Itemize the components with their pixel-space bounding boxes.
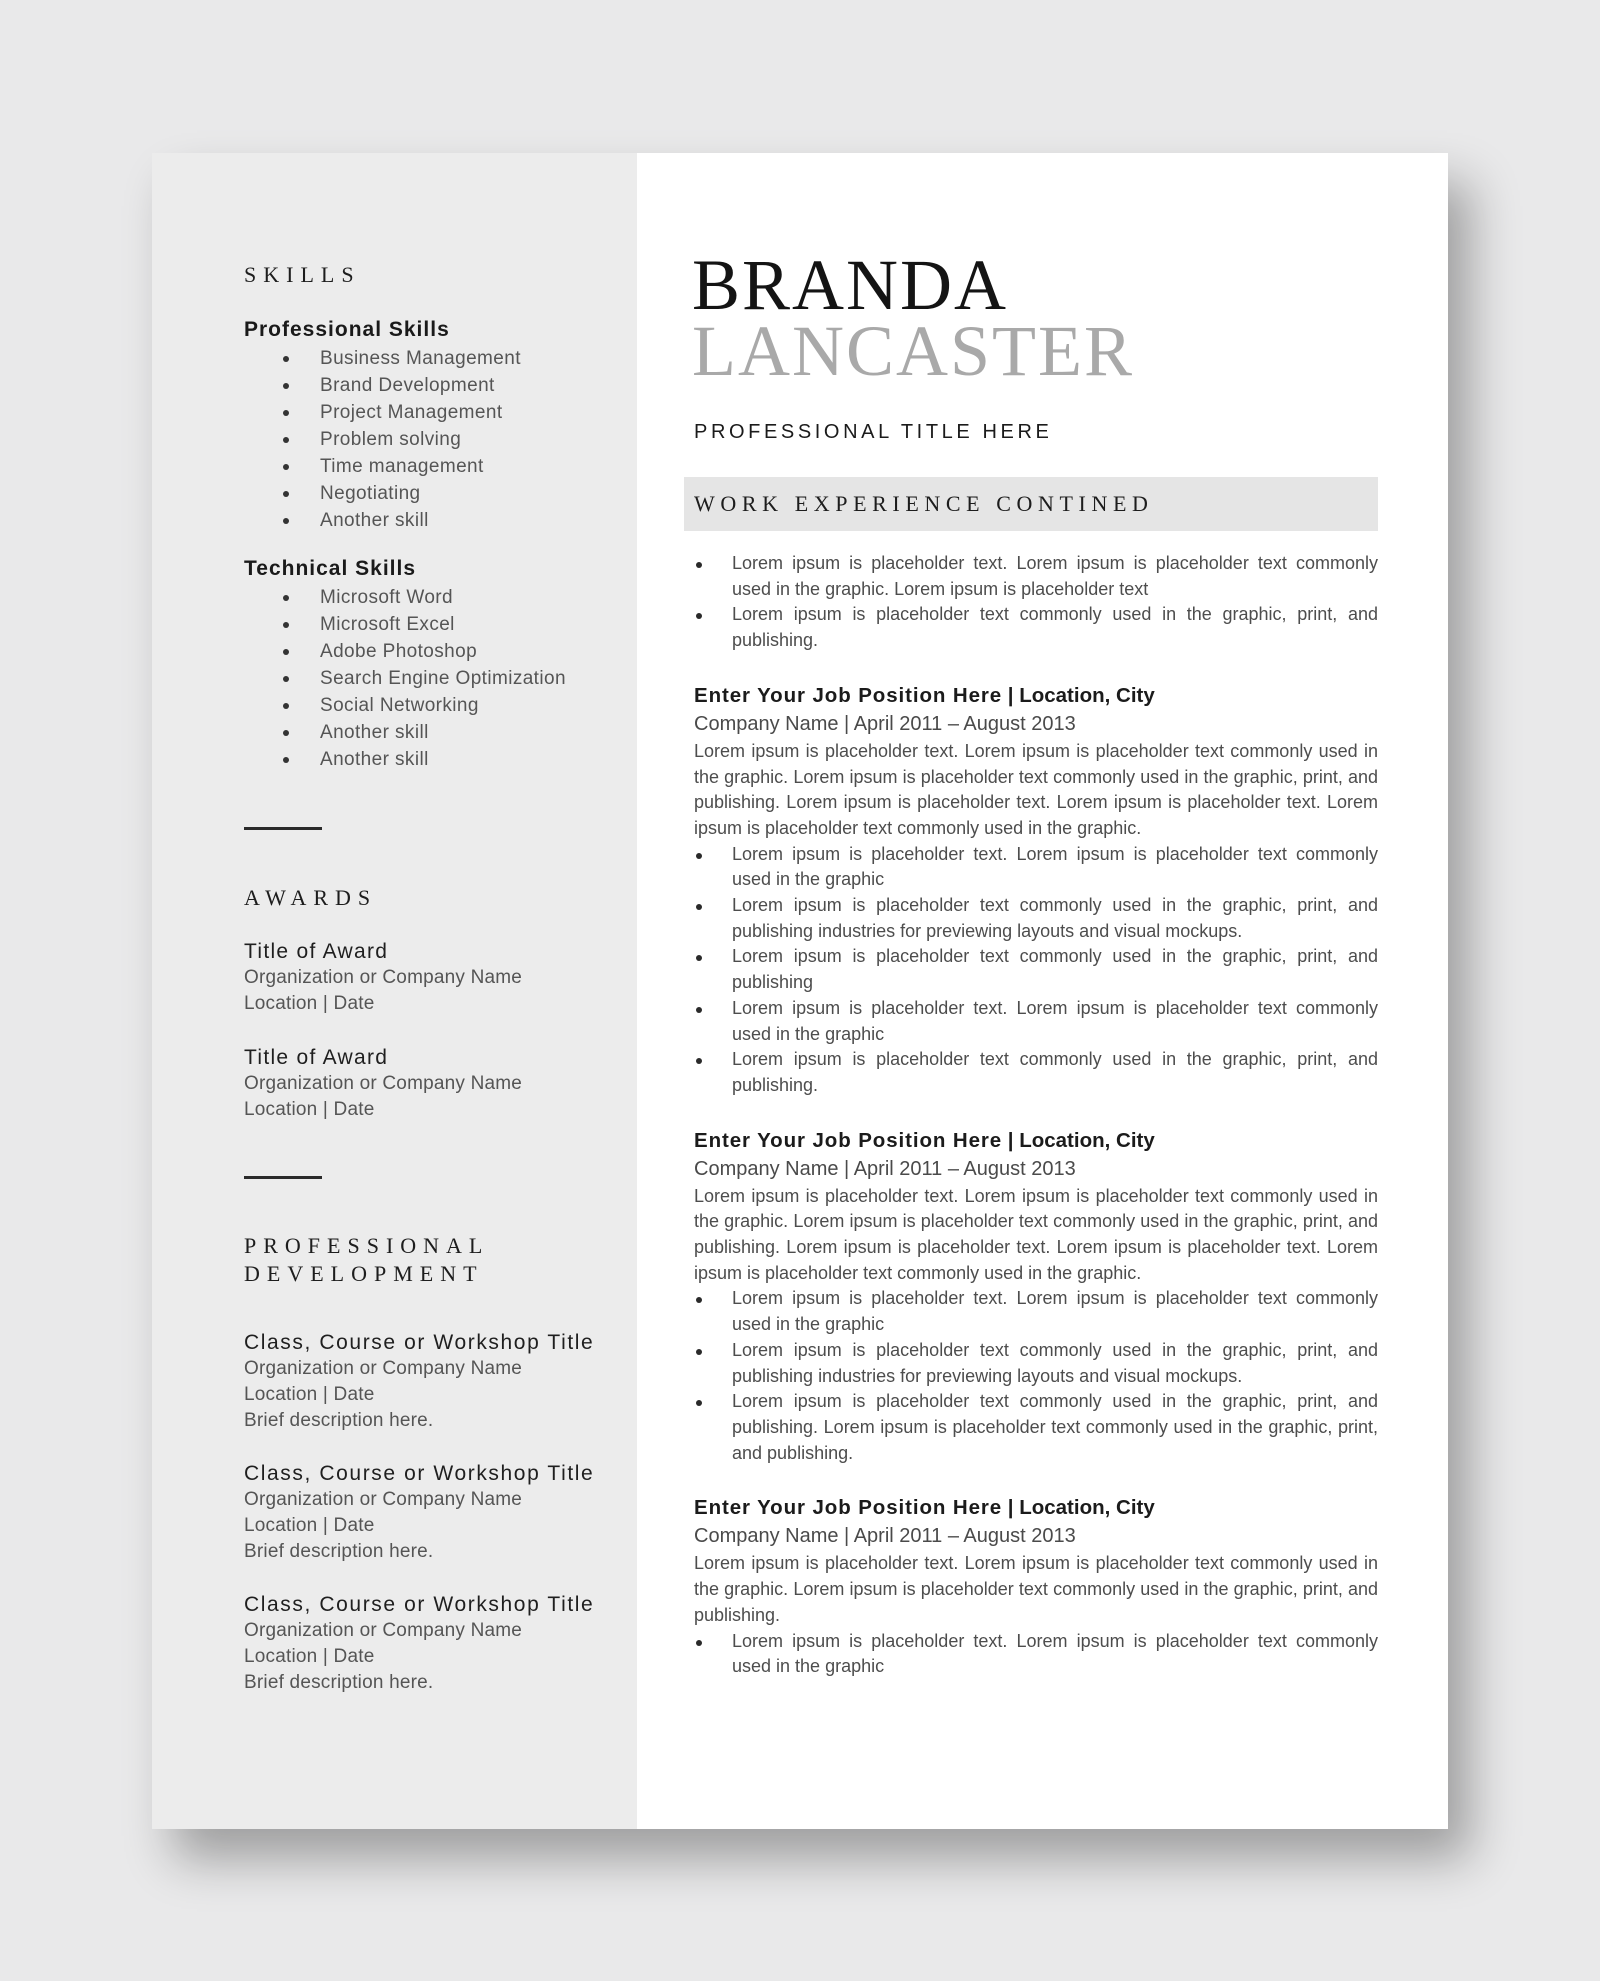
resume-sidebar [152, 153, 637, 1829]
course-title: Class, Course or Workshop Title [244, 1331, 595, 1354]
list-item: Lorem ipsum is placeholder text. Lorem ipsum is placeholder text commonly used in the graphic [694, 1629, 1378, 1680]
job-company-dates: Company Name | April 2011 – August 2013 [694, 1157, 1076, 1180]
list-item: Lorem ipsum is placeholder text. Lorem ipsum is placeholder text commonly used in the graphic [694, 842, 1378, 893]
technical-skills-heading: Technical Skills [244, 557, 417, 580]
job-entry [694, 1127, 1378, 1467]
course-title: Class, Course or Workshop Title [244, 1593, 595, 1616]
job-location: | Location, City [1002, 1496, 1155, 1520]
course-entry [244, 1592, 624, 1696]
list-item: Lorem ipsum is placeholder text. Lorem ipsum is placeholder text commonly used in the graphic [694, 1286, 1378, 1337]
award-location-date: Location | Date [244, 993, 375, 1014]
professional-skills-list [244, 345, 624, 534]
course-organization: Organization or Company Name [244, 1489, 523, 1510]
job-heading [694, 682, 1378, 710]
job-heading [694, 1127, 1378, 1155]
list-item: Lorem ipsum is placeholder text. Lorem ipsum is placeholder text commonly used in the graphic. Lorem ipsum is placeholder text [694, 551, 1378, 602]
job-bullets [694, 842, 1378, 1099]
award-title: Title of Award [244, 940, 389, 963]
list-item: Lorem ipsum is placeholder text. Lorem ipsum is placeholder text commonly used in the graphic [694, 996, 1378, 1047]
course-location-date: Location | Date [244, 1515, 375, 1536]
professional-skills-heading: Professional Skills [244, 318, 450, 341]
list-item: Lorem ipsum is placeholder text commonly used in the graphic, print, and publishing. [694, 1047, 1378, 1098]
pd-heading-line: PROFESSIONAL [244, 1233, 490, 1258]
job-position: Enter Your Job Position Here [694, 1496, 1003, 1520]
list-item: Microsoft Excel [244, 611, 624, 638]
work-experience-heading-band [684, 477, 1378, 531]
course-description: Brief description here. [244, 1541, 434, 1562]
list-item: Another skill [244, 746, 624, 773]
section-divider [244, 827, 322, 830]
job-position: Enter Your Job Position Here [694, 1128, 1003, 1152]
job-description: Lorem ipsum is placeholder text. Lorem ipsum is placeholder text commonly used in the graphic. Lorem ipsum is placeholder text commonly used in the graphic, print, and publishing. [694, 1553, 1378, 1625]
list-item: Business Management [244, 345, 624, 372]
awards-heading: AWARDS [244, 885, 378, 910]
professional-title: PROFESSIONAL TITLE HERE [694, 421, 1053, 443]
job-entry [694, 682, 1378, 1099]
award-organization: Organization or Company Name [244, 1073, 523, 1094]
resume-main [684, 245, 1388, 1680]
course-description: Brief description here. [244, 1410, 434, 1431]
award-entry [244, 1045, 624, 1123]
list-item: Negotiating [244, 480, 624, 507]
list-item: Another skill [244, 719, 624, 746]
course-entry [244, 1461, 624, 1565]
course-description: Brief description here. [244, 1672, 434, 1693]
list-item: Social Networking [244, 692, 624, 719]
course-entry [244, 1330, 624, 1434]
job-description: Lorem ipsum is placeholder text. Lorem ipsum is placeholder text commonly used in the graphic. Lorem ipsum is placeholder text commonly used in the graphic, print, and publishing. Lorem ipsum is placeholder text. Lorem ipsum is placeholder text. Lorem ipsum is placeholder text commonly used in the graphic. [694, 740, 1378, 838]
list-item: Lorem ipsum is placeholder text commonly used in the graphic, print, and publishing. Lorem ipsum is placeholder text commonly used in the graphic, print, and publishing. [694, 1389, 1378, 1466]
work-experience-heading: WORK EXPERIENCE CONTINED [694, 491, 1154, 516]
job-company-dates: Company Name | April 2011 – August 2013 [694, 1525, 1076, 1548]
list-item: Time management [244, 453, 624, 480]
course-organization: Organization or Company Name [244, 1358, 523, 1379]
continued-bullets [694, 551, 1378, 654]
professional-development-heading [244, 1232, 624, 1288]
job-company-dates: Company Name | April 2011 – August 2013 [694, 712, 1076, 735]
job-entry [694, 1494, 1378, 1680]
first-name: BRANDA [692, 245, 1009, 325]
list-item: Lorem ipsum is placeholder text commonly used in the graphic, print, and publishing [694, 944, 1378, 995]
resume-page [152, 153, 1448, 1829]
section-divider [244, 1176, 322, 1179]
job-position: Enter Your Job Position Here [694, 683, 1003, 707]
job-heading [694, 1494, 1378, 1522]
job-description: Lorem ipsum is placeholder text. Lorem ipsum is placeholder text commonly used in the graphic. Lorem ipsum is placeholder text commonly used in the graphic, print, and publishing. Lorem ipsum is placeholder text. Lorem ipsum is placeholder text. Lorem ipsum is placeholder text commonly used in the graphic. [694, 1185, 1378, 1283]
list-item: Lorem ipsum is placeholder text commonly used in the graphic, print, and publishing industries for previewing layouts and visual mockups. [694, 893, 1378, 944]
technical-skills-list [244, 584, 624, 773]
list-item: Problem solving [244, 426, 624, 453]
job-location: | Location, City [1002, 683, 1155, 707]
list-item: Lorem ipsum is placeholder text commonly used in the graphic, print, and publishing industries for previewing layouts and visual mockups. [694, 1338, 1378, 1389]
list-item: Another skill [244, 507, 624, 534]
course-title: Class, Course or Workshop Title [244, 1462, 595, 1485]
list-item: Microsoft Word [244, 584, 624, 611]
award-organization: Organization or Company Name [244, 967, 523, 988]
course-location-date: Location | Date [244, 1646, 375, 1667]
last-name: LANCASTER [692, 311, 1135, 391]
course-location-date: Location | Date [244, 1384, 375, 1405]
list-item: Project Management [244, 399, 624, 426]
course-organization: Organization or Company Name [244, 1620, 523, 1641]
award-location-date: Location | Date [244, 1099, 375, 1120]
award-title: Title of Award [244, 1046, 389, 1069]
job-bullets [694, 1629, 1378, 1680]
list-item: Adobe Photoshop [244, 638, 624, 665]
job-location: | Location, City [1002, 1128, 1155, 1152]
job-bullets [694, 1286, 1378, 1466]
award-entry [244, 939, 624, 1017]
skills-heading: SKILLS [244, 262, 361, 287]
list-item: Brand Development [244, 372, 624, 399]
pd-heading-line: DEVELOPMENT [244, 1261, 484, 1286]
list-item: Lorem ipsum is placeholder text commonly used in the graphic, print, and publishing. [694, 602, 1378, 653]
list-item: Search Engine Optimization [244, 665, 624, 692]
